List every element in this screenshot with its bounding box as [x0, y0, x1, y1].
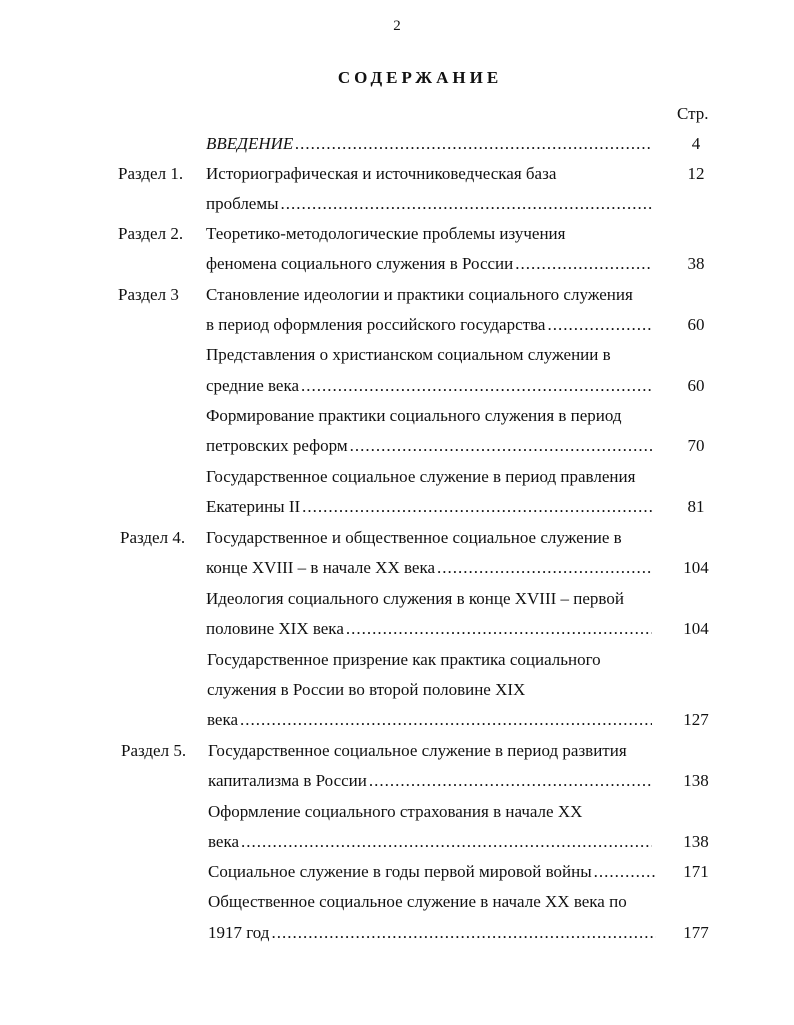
toc-entry-text: Государственное призрение как практика социального — [207, 650, 601, 669]
toc-line — [0, 736, 794, 766]
toc-section-label: Раздел 3 — [118, 285, 179, 304]
toc-line — [0, 280, 794, 310]
page-number: 2 — [393, 18, 401, 34]
toc-line — [0, 553, 794, 583]
toc-entry-text: Представления о христианском социальном служении в — [206, 345, 611, 364]
toc-line — [0, 918, 794, 948]
toc-line — [0, 431, 794, 461]
toc-entry-text: половине XIX века ..... — [206, 614, 652, 644]
toc-line — [0, 887, 794, 917]
toc-entry-text: Государственное и общественное социальное служение в — [206, 528, 622, 547]
toc-line — [0, 705, 794, 735]
toc-line — [0, 159, 794, 189]
toc-entry-text: Оформление социального страхования в начале XX — [208, 802, 583, 821]
toc-page-number: 4 — [691, 134, 701, 153]
toc-page-number: 81 — [687, 497, 705, 516]
toc-page-number: 12 — [687, 164, 705, 183]
toc-entry-text: Екатерины II ..... — [206, 492, 652, 522]
toc-page-number: 60 — [687, 376, 705, 395]
toc-entry-text: ВВЕДЕНИЕ ..... — [206, 129, 652, 159]
toc-page-number: 127 — [683, 710, 709, 729]
toc-entry-text: Теоретико-методологические проблемы изучения — [206, 224, 566, 243]
toc-line — [0, 401, 794, 431]
page-title: СОДЕРЖАНИЕ — [337, 68, 503, 87]
toc-line — [0, 492, 794, 522]
toc-line — [0, 189, 794, 219]
toc-entry-text: служения в России во второй половине XIX — [207, 680, 526, 699]
toc-page-number: 138 — [683, 832, 709, 851]
toc-page-number: 104 — [683, 558, 709, 577]
toc-line — [0, 340, 794, 370]
toc-entry-text: Историографическая и источниковедческая база — [206, 164, 557, 183]
toc-line — [0, 614, 794, 644]
toc-page-number: 177 — [683, 923, 709, 942]
toc-section-label: Раздел 2. — [118, 224, 184, 243]
toc-entry-text: Государственное социальное служение в период правления — [206, 467, 636, 486]
toc-page-number: 104 — [683, 619, 709, 638]
toc-entry-text: Идеология социального служения в конце XVIII – первой — [206, 589, 624, 608]
toc-entry-text: проблемы ..... — [206, 189, 652, 219]
toc-line — [0, 249, 794, 279]
toc-line — [0, 675, 794, 705]
toc-line — [0, 310, 794, 340]
toc-page-number: 70 — [687, 436, 705, 455]
toc-entry-text: Общественное социальное служение в начале XX века по — [208, 892, 627, 911]
toc-line — [0, 523, 794, 553]
toc-page-number: 38 — [687, 254, 705, 273]
toc-section-label: Раздел 1. — [118, 164, 184, 183]
toc-entry-text: средние века ..... — [206, 371, 652, 401]
toc-line — [0, 462, 794, 492]
toc-line — [0, 797, 794, 827]
toc-entry-text: конце XVIII – в начале XX века ..... — [206, 553, 652, 583]
toc-entry-text: Становление идеологии и практики социального служения — [206, 285, 633, 304]
toc-entry-text: 1917 год ..... — [208, 918, 656, 948]
toc-entry-text: в период оформления российского государства ..... — [206, 310, 652, 340]
toc-entry-text: века ..... — [207, 705, 652, 735]
toc-line — [0, 129, 794, 159]
toc-line — [0, 827, 794, 857]
toc-line — [0, 371, 794, 401]
page-column-header: Стр. — [677, 104, 709, 123]
toc-entry-text: петровских реформ ..... — [206, 431, 652, 461]
toc-line — [0, 766, 794, 796]
toc-section-label: Раздел 4. — [120, 528, 186, 547]
toc-entry-text: капитализма в России ..... — [208, 766, 652, 796]
toc-page-number: 138 — [683, 771, 709, 790]
toc-entry-text: феномена социального служения в России ..... — [206, 249, 652, 279]
toc-line — [0, 584, 794, 614]
toc-line — [0, 857, 794, 887]
toc-line — [0, 645, 794, 675]
toc-page-number: 171 — [683, 862, 709, 881]
toc-section-label: Раздел 5. — [121, 741, 187, 760]
toc-entry-text: Формирование практики социального служения в период — [206, 406, 622, 425]
toc-entry-text: Социальное служение в годы первой мировой войны ..... — [208, 857, 656, 887]
toc-line — [0, 219, 794, 249]
toc-page-number: 60 — [687, 315, 705, 334]
toc-entry-text: Государственное социальное служение в период развития — [208, 741, 627, 760]
toc-entry-text: века ..... — [208, 827, 652, 857]
